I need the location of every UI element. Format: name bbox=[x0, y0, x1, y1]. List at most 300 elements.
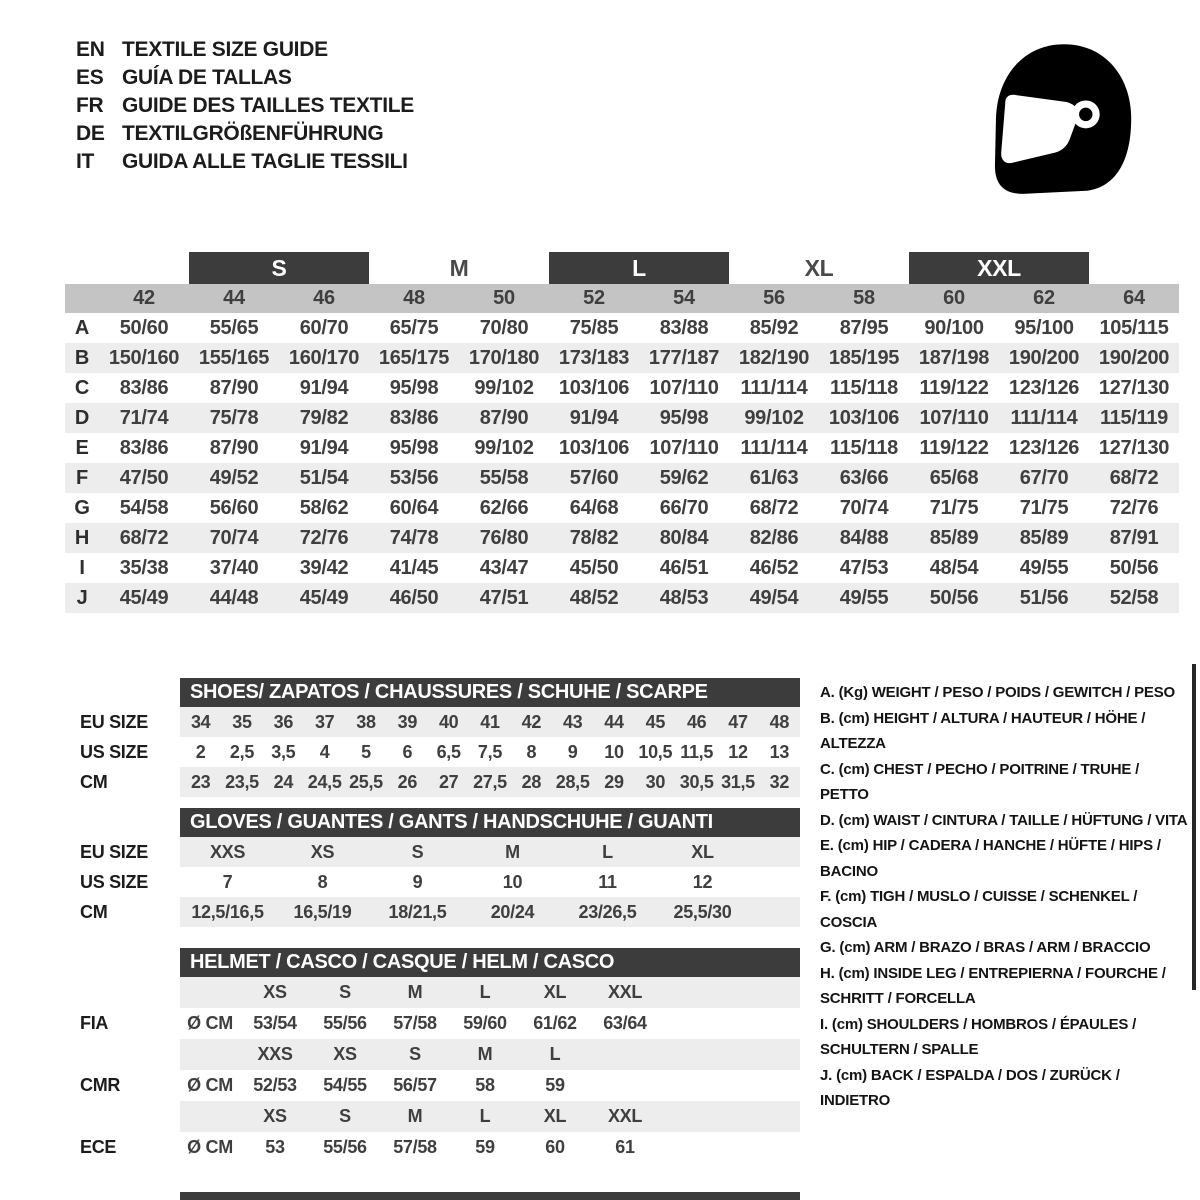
row-letter-B: B bbox=[74, 346, 90, 369]
size-group-XL: XL bbox=[804, 254, 834, 281]
cell-C-58: 115/118 bbox=[830, 376, 898, 399]
helmet-size-CMR: XS bbox=[333, 1044, 357, 1064]
gloves-eu-size-label: EU SIZE bbox=[80, 841, 148, 862]
legend-item-G: G. (cm) ARM / BRAZO / BRAS / ARM / BRACCIO bbox=[820, 939, 1151, 956]
helmet-size-FIA: M bbox=[407, 982, 423, 1002]
row-letter-F: F bbox=[76, 466, 88, 489]
shoes-value: 2 bbox=[195, 741, 206, 762]
gloves-value: 10 bbox=[502, 871, 523, 892]
cell-E-50: 99/102 bbox=[474, 436, 534, 459]
helmet-unit-label: Ø CM bbox=[187, 1137, 233, 1157]
helmet-value-ECE: 59 bbox=[475, 1137, 495, 1157]
helmet-size-FIA: S bbox=[339, 982, 351, 1002]
cell-H-60: 85/89 bbox=[929, 526, 979, 549]
row-letter-A: A bbox=[74, 316, 90, 339]
shoes-us-size-row bbox=[180, 737, 800, 767]
cell-I-52: 45/50 bbox=[569, 556, 619, 579]
cell-D-48: 83/86 bbox=[389, 406, 439, 429]
cell-I-46: 39/42 bbox=[299, 556, 349, 579]
cell-E-56: 111/114 bbox=[740, 436, 808, 459]
shoes-value: 28,5 bbox=[555, 771, 590, 792]
cell-H-62: 85/89 bbox=[1019, 526, 1069, 549]
helmet-size-ECE: M bbox=[407, 1106, 423, 1126]
cell-C-60: 119/122 bbox=[919, 376, 989, 399]
shoes-title: SHOES/ ZAPATOS / CHAUSSURES / SCHUHE / SCARPE bbox=[180, 678, 800, 707]
cell-I-54: 46/51 bbox=[659, 556, 709, 579]
legend-item-F: F. (cm) TIGH / MUSLO / CUISSE / SCHENKEL / COSCIA bbox=[820, 888, 1138, 931]
shoes-value: 13 bbox=[769, 741, 790, 762]
cell-F-48: 53/56 bbox=[389, 466, 439, 489]
cell-G-50: 62/66 bbox=[479, 496, 529, 519]
helmet-fia-label: FIA bbox=[80, 1013, 109, 1033]
gloves-us-size-label: US SIZE bbox=[80, 871, 148, 892]
cell-B-42: 150/160 bbox=[108, 346, 180, 369]
cell-I-56: 46/52 bbox=[749, 556, 799, 579]
cell-J-42: 45/49 bbox=[119, 586, 169, 609]
helmet-size-CMR: L bbox=[549, 1044, 561, 1064]
gloves-value: 18/21,5 bbox=[388, 901, 447, 922]
cell-H-42: 68/72 bbox=[119, 526, 169, 549]
helmet-cmr-sizes-row bbox=[180, 1039, 800, 1070]
cell-A-42: 50/60 bbox=[119, 316, 169, 339]
cell-E-62: 123/126 bbox=[1008, 436, 1080, 459]
shoes-value: 29 bbox=[604, 771, 624, 792]
helmet-fia-sizes-row bbox=[180, 977, 800, 1008]
cell-I-44: 37/40 bbox=[209, 556, 259, 579]
cell-J-64: 52/58 bbox=[1109, 586, 1159, 609]
cell-D-58: 103/106 bbox=[828, 406, 900, 429]
row-letter-G: G bbox=[74, 496, 90, 519]
shoes-value: 27,5 bbox=[473, 771, 507, 792]
cell-J-62: 51/56 bbox=[1019, 586, 1069, 609]
cell-D-56: 99/102 bbox=[744, 406, 804, 429]
shoes-value: 28 bbox=[521, 771, 542, 792]
helmet-value-FIA: 59/60 bbox=[463, 1013, 507, 1033]
shoes-value: 23 bbox=[190, 771, 211, 792]
cell-A-46: 60/70 bbox=[299, 316, 349, 339]
shoes-value: 11,5 bbox=[680, 741, 714, 762]
shoes-value: 10 bbox=[604, 741, 624, 762]
cell-J-52: 48/52 bbox=[569, 586, 619, 609]
title-line-it bbox=[76, 148, 414, 176]
gloves-value: M bbox=[505, 841, 520, 862]
cell-E-60: 119/122 bbox=[919, 436, 989, 459]
cell-C-42: 83/86 bbox=[119, 376, 169, 399]
racing-helmet-icon bbox=[982, 38, 1140, 198]
cell-D-46: 79/82 bbox=[299, 406, 349, 429]
eu-size-52: 52 bbox=[583, 287, 605, 309]
cell-D-50: 87/90 bbox=[479, 406, 529, 429]
gloves-eu-size-row bbox=[180, 837, 800, 867]
cell-J-46: 45/49 bbox=[299, 586, 349, 609]
helmet-cmr-values-row bbox=[180, 1070, 800, 1101]
size-group-M: M bbox=[449, 254, 469, 281]
cell-F-60: 65/68 bbox=[929, 466, 979, 489]
eu-size-56: 56 bbox=[763, 287, 785, 309]
guide-title: GUÍA DE TALLAS bbox=[122, 66, 292, 89]
gloves-value: XXS bbox=[209, 841, 246, 862]
helmet-value-CMR: 52/53 bbox=[253, 1075, 297, 1095]
shoes-value: 4 bbox=[319, 741, 330, 762]
gloves-value: 23/26,5 bbox=[578, 901, 637, 922]
cell-D-52: 91/94 bbox=[569, 406, 619, 429]
cell-E-52: 103/106 bbox=[558, 436, 630, 459]
shoes-value: 24,5 bbox=[307, 771, 342, 792]
eu-size-58: 58 bbox=[853, 287, 875, 309]
gloves-value: 25,5/30 bbox=[673, 901, 732, 922]
helmet-size-FIA: XL bbox=[543, 982, 567, 1002]
cell-C-44: 87/90 bbox=[209, 376, 259, 399]
gloves-value: 11 bbox=[598, 871, 617, 892]
cell-B-44: 155/165 bbox=[198, 346, 270, 369]
size-group-S: S bbox=[189, 252, 369, 284]
helmet-value-FIA: 55/56 bbox=[323, 1013, 367, 1033]
helmet-value-ECE: 55/56 bbox=[323, 1137, 367, 1157]
cell-A-64: 105/115 bbox=[1099, 316, 1169, 339]
cell-C-64: 127/130 bbox=[1098, 376, 1170, 399]
title-line-en bbox=[76, 36, 414, 64]
shoes-value: 9 bbox=[567, 741, 578, 762]
size-group-XXL: XXL bbox=[909, 252, 1089, 284]
eu-size-42: 42 bbox=[133, 287, 155, 309]
helmet-table bbox=[80, 948, 800, 1163]
eu-size-48: 48 bbox=[403, 287, 425, 309]
helmet-size-ECE: XS bbox=[263, 1106, 287, 1126]
shoes-value: 7,5 bbox=[477, 741, 503, 762]
shoes-value: 43 bbox=[562, 711, 583, 732]
cell-J-60: 50/56 bbox=[929, 586, 979, 609]
shoes-value: 35 bbox=[232, 711, 252, 732]
cell-I-60: 48/54 bbox=[929, 556, 979, 579]
helmet-size-FIA: L bbox=[479, 982, 491, 1002]
helmet-value-ECE: 61 bbox=[615, 1137, 635, 1157]
cell-E-54: 107/110 bbox=[649, 436, 719, 459]
shoes-eu-size-label: EU SIZE bbox=[80, 711, 148, 732]
size-group-L: L bbox=[549, 252, 729, 284]
cell-G-48: 60/64 bbox=[389, 496, 439, 519]
legend-item-H: H. (cm) INSIDE LEG / ENTREPIERNA / FOURCHE / SCHRITT / FORCELLA bbox=[820, 964, 1166, 1007]
eu-size-44: 44 bbox=[223, 287, 245, 309]
cell-F-54: 59/62 bbox=[659, 466, 709, 489]
title-line-fr bbox=[76, 92, 414, 120]
guide-title: GUIDE DES TAILLES TEXTILE bbox=[122, 94, 414, 117]
row-letter-D: D bbox=[74, 406, 90, 429]
cell-D-42: 71/74 bbox=[119, 406, 169, 429]
cell-B-52: 173/183 bbox=[558, 346, 630, 369]
gloves-value: XS bbox=[310, 841, 335, 862]
cell-F-56: 61/63 bbox=[749, 466, 799, 489]
cell-F-64: 68/72 bbox=[1109, 466, 1159, 489]
shoes-value: 42 bbox=[521, 711, 542, 732]
cell-I-42: 35/38 bbox=[119, 556, 169, 579]
helmet-value-CMR: 59 bbox=[545, 1075, 565, 1095]
eu-size-62: 62 bbox=[1033, 287, 1055, 309]
cell-I-50: 43/47 bbox=[479, 556, 529, 579]
cell-F-62: 67/70 bbox=[1019, 466, 1069, 489]
helmet-size-CMR: XXS bbox=[257, 1044, 293, 1064]
cell-E-46: 91/94 bbox=[299, 436, 349, 459]
cell-G-64: 72/76 bbox=[1109, 496, 1159, 519]
cell-H-48: 74/78 bbox=[389, 526, 439, 549]
helmet-size-ECE: XXL bbox=[607, 1106, 643, 1126]
helmet-value-FIA: 63/64 bbox=[603, 1013, 647, 1033]
gloves-us-size-row bbox=[180, 867, 800, 897]
title-line-de bbox=[76, 120, 414, 148]
shoes-value: 10,5 bbox=[638, 741, 673, 762]
helmet-size-CMR: M bbox=[477, 1044, 493, 1064]
row-letter-I: I bbox=[79, 556, 85, 579]
cell-E-42: 83/86 bbox=[119, 436, 169, 459]
cell-A-56: 85/92 bbox=[749, 316, 799, 339]
helmet-ece-sizes-row bbox=[180, 1101, 800, 1132]
shoes-cm-label: CM bbox=[80, 771, 108, 792]
row-letter-H: H bbox=[74, 526, 90, 549]
helmet-fia-values-row bbox=[180, 1008, 800, 1039]
cell-D-60: 107/110 bbox=[919, 406, 989, 429]
cell-I-62: 49/55 bbox=[1019, 556, 1069, 579]
cell-I-58: 47/53 bbox=[839, 556, 889, 579]
cell-F-46: 51/54 bbox=[299, 466, 349, 489]
row-letter-J: J bbox=[76, 586, 88, 609]
shoes-value: 46 bbox=[686, 711, 707, 732]
right-edge-rule bbox=[1192, 664, 1196, 990]
cell-B-62: 190/200 bbox=[1008, 346, 1080, 369]
lang-code: EN bbox=[76, 38, 105, 61]
gloves-value: L bbox=[602, 841, 613, 862]
legend-item-I: I. (cm) SHOULDERS / HOMBROS / ÉPAULES / SCHULTERN / SPALLE bbox=[820, 1015, 1137, 1058]
gloves-value: 12 bbox=[692, 871, 713, 892]
eu-size-60: 60 bbox=[943, 287, 965, 309]
cell-B-54: 177/187 bbox=[648, 346, 720, 369]
cell-A-48: 65/75 bbox=[389, 316, 439, 339]
helmet-cmr-label: CMR bbox=[80, 1075, 121, 1095]
cell-D-44: 75/78 bbox=[209, 406, 259, 429]
helmet-value-CMR: 56/57 bbox=[393, 1075, 437, 1095]
cell-G-56: 68/72 bbox=[749, 496, 799, 519]
shoes-value: 37 bbox=[314, 711, 335, 732]
helmet-value-CMR: 58 bbox=[475, 1075, 495, 1095]
shoes-value: 48 bbox=[769, 711, 790, 732]
helmet-ece-values-row bbox=[180, 1132, 800, 1163]
helmet-size-CMR: S bbox=[409, 1044, 421, 1064]
cell-J-44: 44/48 bbox=[209, 586, 259, 609]
title-line-es bbox=[76, 64, 414, 92]
cell-G-44: 56/60 bbox=[209, 496, 259, 519]
helmet-value-ECE: 60 bbox=[545, 1137, 565, 1157]
shoes-us-size-label: US SIZE bbox=[80, 741, 148, 762]
shoes-value: 44 bbox=[604, 711, 624, 732]
gloves-value: 12,5/16,5 bbox=[191, 901, 264, 922]
row-letter-E: E bbox=[75, 436, 89, 459]
helmet-size-FIA: XS bbox=[263, 982, 287, 1002]
shoes-value: 6 bbox=[402, 741, 413, 762]
helmet-unit-label: Ø CM bbox=[187, 1013, 233, 1033]
cell-J-56: 49/54 bbox=[749, 586, 799, 609]
cell-C-52: 103/106 bbox=[558, 376, 630, 399]
cell-A-58: 87/95 bbox=[839, 316, 889, 339]
shoes-value: 27 bbox=[438, 771, 459, 792]
helmet-ece-label: ECE bbox=[80, 1137, 117, 1157]
helmet-value-ECE: 53 bbox=[265, 1137, 285, 1157]
shoes-value: 31,5 bbox=[721, 771, 755, 792]
shoes-value: 2,5 bbox=[229, 741, 255, 762]
cell-H-44: 70/74 bbox=[209, 526, 259, 549]
lang-code: FR bbox=[76, 94, 104, 117]
cell-F-44: 49/52 bbox=[209, 466, 259, 489]
cell-H-58: 84/88 bbox=[839, 526, 889, 549]
cell-H-56: 82/86 bbox=[749, 526, 799, 549]
cell-C-56: 111/114 bbox=[740, 376, 808, 399]
shoes-table bbox=[80, 678, 800, 797]
cell-J-58: 49/55 bbox=[839, 586, 889, 609]
shoes-value: 45 bbox=[645, 711, 666, 732]
cell-A-50: 70/80 bbox=[479, 316, 529, 339]
cell-J-50: 47/51 bbox=[479, 586, 529, 609]
measurement-legend bbox=[820, 680, 1188, 1114]
textile-size-table bbox=[65, 252, 1179, 613]
cell-F-50: 55/58 bbox=[479, 466, 529, 489]
cell-A-54: 83/88 bbox=[659, 316, 709, 339]
cell-B-64: 190/200 bbox=[1098, 346, 1170, 369]
cell-E-44: 87/90 bbox=[209, 436, 259, 459]
cell-F-58: 63/66 bbox=[839, 466, 889, 489]
eu-size-46: 46 bbox=[313, 287, 335, 309]
shoes-value: 26 bbox=[397, 771, 418, 792]
eu-size-50: 50 bbox=[493, 287, 515, 309]
shoes-value: 36 bbox=[273, 711, 294, 732]
cell-B-46: 160/170 bbox=[288, 346, 360, 369]
helmet-size-ECE: S bbox=[339, 1106, 351, 1126]
shoes-value: 12 bbox=[728, 741, 748, 762]
gloves-value: 7 bbox=[222, 871, 233, 892]
cell-H-54: 80/84 bbox=[659, 526, 709, 549]
shoes-value: 38 bbox=[356, 711, 376, 732]
language-titles bbox=[76, 36, 414, 176]
eu-size-54: 54 bbox=[673, 287, 695, 309]
cell-A-44: 55/65 bbox=[209, 316, 259, 339]
eu-size-64: 64 bbox=[1123, 287, 1145, 309]
shoes-value: 47 bbox=[728, 711, 748, 732]
cell-E-48: 95/98 bbox=[389, 436, 439, 459]
cell-E-58: 115/118 bbox=[830, 436, 898, 459]
cell-B-60: 187/198 bbox=[918, 346, 990, 369]
gloves-value: 16,5/19 bbox=[293, 901, 352, 922]
cell-A-60: 90/100 bbox=[924, 316, 984, 339]
shoes-value: 5 bbox=[361, 741, 371, 762]
helmet-size-ECE: XL bbox=[543, 1106, 567, 1126]
gloves-table bbox=[80, 808, 800, 927]
row-letter-C: C bbox=[74, 376, 90, 399]
cell-G-52: 64/68 bbox=[569, 496, 619, 519]
helmet-unit-label: Ø CM bbox=[187, 1075, 233, 1095]
legend-item-E: E. (cm) HIP / CADERA / HANCHE / HÜFTE / HIPS / BACINO bbox=[820, 837, 1161, 880]
legend-item-B: B. (cm) HEIGHT / ALTURA / HAUTEUR / HÖHE / ALTEZZA bbox=[820, 709, 1146, 752]
cell-B-48: 165/175 bbox=[378, 346, 450, 369]
legend-item-C: C. (cm) CHEST / PECHO / POITRINE / TRUHE / PETTO bbox=[820, 760, 1140, 803]
gloves-value: 20/24 bbox=[490, 901, 535, 922]
cell-G-42: 54/58 bbox=[119, 496, 169, 519]
shoes-eu-size-row bbox=[180, 707, 800, 737]
cell-D-64: 115/119 bbox=[1100, 406, 1168, 429]
shoes-value: 8 bbox=[526, 741, 537, 762]
cell-I-48: 41/45 bbox=[389, 556, 439, 579]
cell-E-64: 127/130 bbox=[1098, 436, 1170, 459]
gloves-value: S bbox=[411, 841, 424, 862]
cell-C-54: 107/110 bbox=[649, 376, 719, 399]
cell-G-58: 70/74 bbox=[839, 496, 889, 519]
helmet-value-FIA: 53/54 bbox=[253, 1013, 297, 1033]
cell-C-62: 123/126 bbox=[1008, 376, 1080, 399]
helmet-size-FIA: XXL bbox=[607, 982, 643, 1002]
cell-H-46: 72/76 bbox=[299, 526, 349, 549]
cell-C-48: 95/98 bbox=[389, 376, 439, 399]
cell-D-54: 95/98 bbox=[659, 406, 709, 429]
gloves-value: 8 bbox=[317, 871, 328, 892]
guide-title: TEXTILE SIZE GUIDE bbox=[122, 38, 328, 61]
legend-item-J: J. (cm) BACK / ESPALDA / DOS / ZURÜCK / INDIETRO bbox=[820, 1066, 1120, 1109]
cell-B-50: 170/180 bbox=[468, 346, 540, 369]
shoes-value: 6,5 bbox=[436, 741, 461, 762]
gloves-title: GLOVES / GUANTES / GANTS / HANDSCHUHE / GUANTI bbox=[180, 808, 800, 837]
legend-item-D: D. (cm) WAIST / CINTURA / TAILLE / HÜFTUNG / VITA bbox=[820, 811, 1188, 829]
shoes-value: 32 bbox=[769, 771, 790, 792]
shoes-value: 30 bbox=[645, 771, 666, 792]
lang-code: ES bbox=[76, 66, 104, 89]
shoes-value: 34 bbox=[190, 711, 211, 732]
cell-G-60: 71/75 bbox=[929, 496, 979, 519]
guide-title: GUIDA ALLE TAGLIE TESSILI bbox=[122, 150, 408, 173]
gloves-cm-row bbox=[180, 897, 800, 927]
cell-F-42: 47/50 bbox=[119, 466, 169, 489]
shoes-value: 40 bbox=[438, 711, 459, 732]
cell-D-62: 111/114 bbox=[1010, 406, 1078, 429]
shoes-value: 25,5 bbox=[349, 771, 383, 792]
gloves-value: XL bbox=[691, 841, 714, 862]
cell-B-58: 185/195 bbox=[828, 346, 900, 369]
cell-H-52: 78/82 bbox=[569, 526, 619, 549]
helmet-value-CMR: 54/55 bbox=[323, 1075, 367, 1095]
guide-title: TEXTILGRÖßENFÜHRUNG bbox=[122, 122, 384, 145]
shoes-value: 24 bbox=[273, 771, 294, 792]
cell-I-64: 50/56 bbox=[1109, 556, 1159, 579]
cell-A-62: 95/100 bbox=[1014, 316, 1074, 339]
cropped-next-section-bar bbox=[180, 1192, 800, 1200]
cell-F-52: 57/60 bbox=[569, 466, 619, 489]
helmet-size-ECE: L bbox=[479, 1106, 491, 1126]
cell-G-54: 66/70 bbox=[659, 496, 709, 519]
helmet-value-FIA: 57/58 bbox=[393, 1013, 437, 1033]
helmet-title: HELMET / CASCO / CASQUE / HELM / CASCO bbox=[180, 948, 800, 977]
cell-C-50: 99/102 bbox=[474, 376, 534, 399]
shoes-value: 39 bbox=[397, 711, 418, 732]
cell-J-54: 48/53 bbox=[659, 586, 709, 609]
cell-G-62: 71/75 bbox=[1019, 496, 1069, 519]
shoes-cm-row bbox=[180, 767, 800, 797]
legend-item-A: A. (Kg) WEIGHT / PESO / POIDS / GEWITCH / PESO bbox=[820, 684, 1175, 701]
helmet-value-ECE: 57/58 bbox=[393, 1137, 437, 1157]
shoes-value: 23,5 bbox=[225, 771, 259, 792]
cell-G-46: 58/62 bbox=[299, 496, 349, 519]
gloves-cm-label: CM bbox=[80, 901, 108, 922]
cell-H-50: 76/80 bbox=[479, 526, 529, 549]
shoes-value: 3,5 bbox=[271, 741, 296, 762]
cell-H-64: 87/91 bbox=[1109, 526, 1159, 549]
lang-code: DE bbox=[76, 122, 105, 145]
cell-C-46: 91/94 bbox=[299, 376, 349, 399]
shoes-value: 41 bbox=[480, 711, 500, 732]
shoes-value: 30,5 bbox=[679, 771, 714, 792]
cell-A-52: 75/85 bbox=[569, 316, 619, 339]
